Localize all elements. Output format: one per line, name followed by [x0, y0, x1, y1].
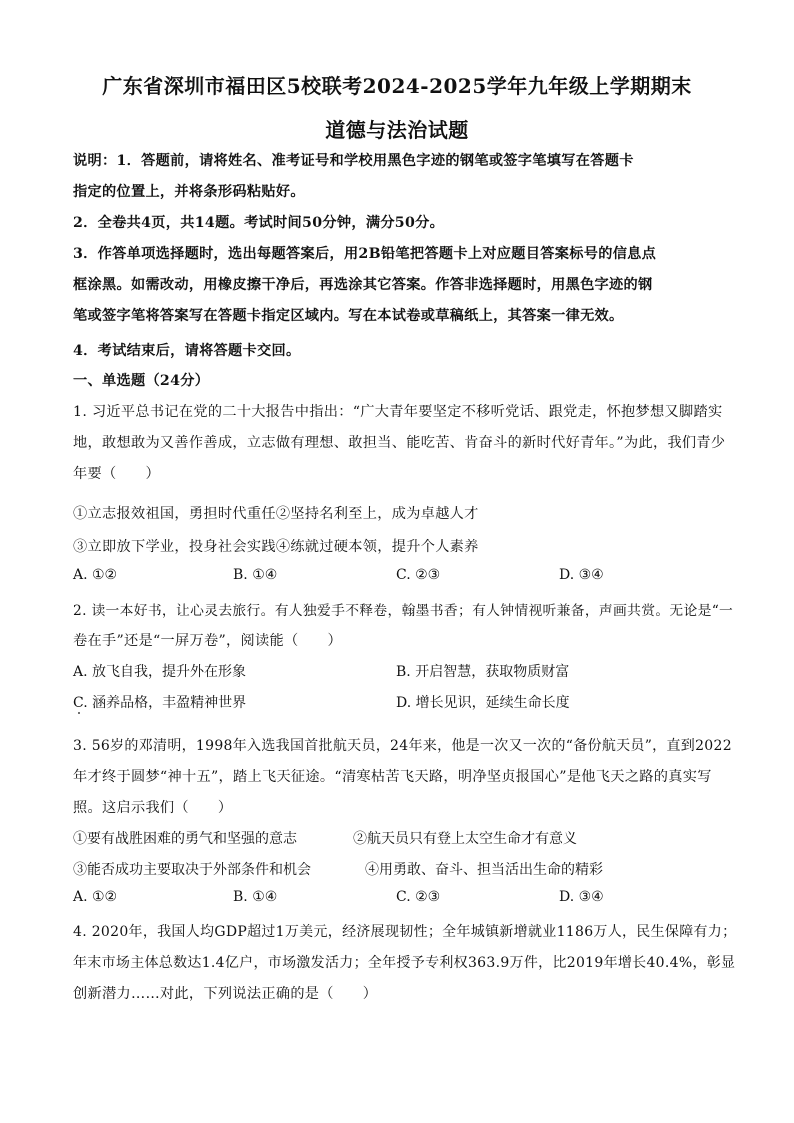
question-4-stem: 创新潜力……对此，下列说法正确的是（ ）	[73, 986, 378, 1002]
question-1-option-d: D. ③④	[559, 567, 604, 583]
question-1-stem: 1. 习近平总书记在党的二十大报告中指出：“广大青年要坚定不移听党话、跟党走，怀抱梦想又脚踏实	[73, 404, 723, 420]
question-3-statement: ④用勇敢、奋斗、担当活出生命的精彩	[365, 862, 603, 878]
question-3-statement: ③能否成功主要取决于外部条件和机会	[73, 862, 311, 878]
question-4-stem: 年末市场主体总数达1.4亿户，市场激发活力；全年授予专利权363.9万件，比2019年增长40.4%，彰显	[73, 955, 736, 971]
question-3-option-d: D. ③④	[559, 889, 604, 905]
question-2-stem: 卷在手”还是“一屏万卷”，阅读能（ ）	[73, 633, 342, 649]
question-1-option-b: B. ①④	[233, 567, 278, 583]
instruction-line: 笔或签字笔将答案写在答题卡指定区域内。写在本试卷或草稿纸上，其答案一律无效。	[73, 308, 624, 324]
question-3-statement: ①要有战胜困难的勇气和坚强的意志	[73, 831, 297, 847]
question-2-option-d: D. 增长见识，延续生命长度	[396, 695, 570, 711]
question-2-stem: 2. 读一本好书，让心灵去旅行。有人独爱手不释卷，翰墨书香；有人钟情视听兼备，声画共赏。无论是“一	[73, 603, 734, 619]
question-2-option-a: A. 放飞自我，提升外在形象	[73, 664, 247, 680]
question-1-stem: 地，敢想敢为又善作善成，立志做有理想、敢担当、能吃苦、肯奋斗的新时代好青年。”为此，我们青少	[73, 435, 726, 451]
question-3-stem: 3. 56岁的邓清明，1998年入选我国首批航天员，24年来，他是一次又一次的“备份航天员”，直到2022	[73, 738, 732, 754]
instruction-line: 3．作答单项选择题时，选出每题答案后，用2B铅笔把答题卡上对应题目答案标号的信息点	[73, 246, 657, 262]
question-3-stem: 照。这启示我们（ ）	[73, 800, 233, 816]
question-1-option-c: C. ②③	[396, 567, 441, 583]
instruction-line: 2．全卷共4页，共14题。考试时间50分钟，满分50分。	[73, 215, 445, 231]
question-4-stem: 4. 2020年，我国人均GDP超过1万美元，经济展现韧性；全年城镇新增就业1186万人，民生保障有力；	[73, 924, 737, 940]
instruction-line: 指定的位置上，并将条形码粘贴好。	[73, 184, 305, 200]
stray-mark	[78, 712, 80, 714]
question-3-statement: ②航天员只有登上太空生命才有意义	[353, 831, 577, 847]
section-heading: 一、单选题（24分）	[73, 373, 210, 389]
question-3-option-c: C. ②③	[396, 889, 441, 905]
question-2-option-c: C. 涵养品格，丰盈精神世界	[73, 695, 247, 711]
instruction-line: 4．考试结束后，请将答题卡交回。	[73, 343, 301, 359]
question-1-option-a: A. ①②	[73, 567, 118, 583]
question-3-option-b: B. ①④	[233, 889, 278, 905]
exam-subject: 道德与法治试题	[325, 118, 469, 142]
question-1-stem: 年要（ ）	[73, 466, 160, 482]
question-1-statement: ③立即放下学业，投身社会实践④练就过硬本领，提升个人素养	[73, 539, 479, 555]
question-1-statement: ①立志报效祖国，勇担时代重任②坚持名利至上，成为卓越人才	[73, 506, 479, 522]
exam-title: 广东省深圳市福田区5校联考2024-2025学年九年级上学期期末	[102, 74, 692, 98]
question-3-stem: 年才终于圆梦“神十五”，踏上飞天征途。“清寒枯苦飞天路，明净坚贞报国心”是他飞天之路的真实写	[73, 769, 712, 785]
instruction-line: 说明：1．答题前，请将姓名、准考证号和学校用黑色字迹的钢笔或签字笔填写在答题卡	[73, 153, 634, 169]
instruction-line: 框涂黑。如需改动，用橡皮擦干净后，再选涂其它答案。作答非选择题时，用黑色字迹的钢	[73, 277, 653, 293]
question-2-option-b: B. 开启智慧，获取物质财富	[396, 664, 570, 680]
question-3-option-a: A. ①②	[73, 889, 118, 905]
